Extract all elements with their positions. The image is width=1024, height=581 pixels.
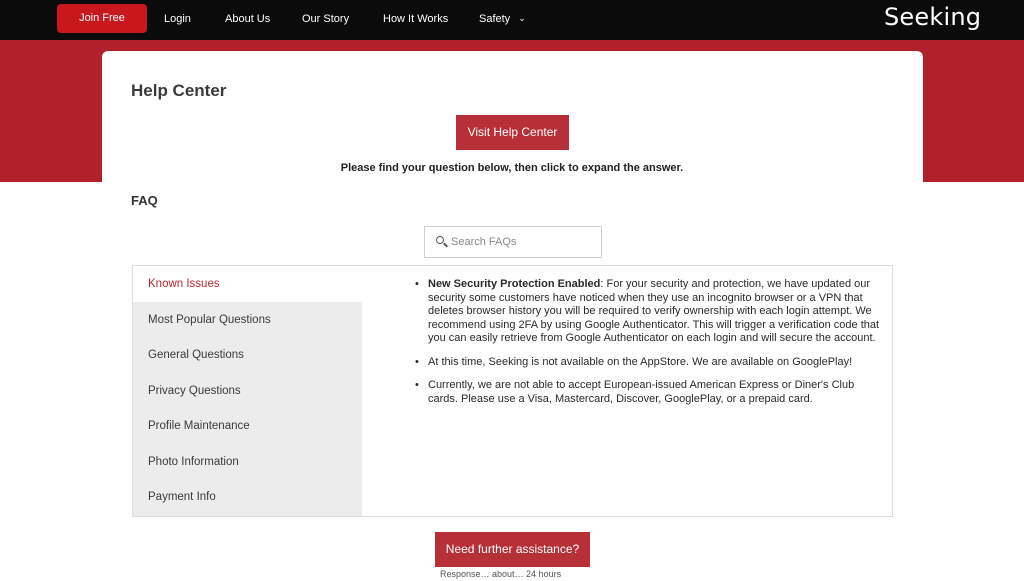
visit-help-center-button[interactable]: Visit Help Center xyxy=(456,115,569,150)
nav-link-safety-label: Safety xyxy=(479,13,511,25)
response-time-text: Response… about… 24 hours xyxy=(440,569,562,579)
faq-category-sidebar xyxy=(133,266,362,516)
need-further-assistance-button[interactable]: Need further assistance? xyxy=(435,532,590,567)
sidebar-item-general-questions[interactable]: General Questions xyxy=(148,349,244,361)
page-title: Help Center xyxy=(131,81,227,100)
join-free-button[interactable]: Join Free xyxy=(57,4,147,33)
sidebar-item-profile-maintenance[interactable]: Profile Maintenance xyxy=(148,420,250,432)
sidebar-item-payment-info[interactable]: Payment Info xyxy=(148,491,216,503)
nav-link-how-it-works[interactable]: How It Works xyxy=(383,13,449,25)
nav-link-safety[interactable] xyxy=(479,13,526,25)
answer-text: At this time, Seeking is not available on the AppStore. We are available on GooglePlay! xyxy=(428,355,853,368)
faq-panel xyxy=(132,265,893,517)
sidebar-item-photo-information[interactable]: Photo Information xyxy=(148,456,239,468)
nav-link-login[interactable]: Login xyxy=(164,13,191,25)
instructions-text: Please find your question below, then click to expand the answer. xyxy=(340,162,684,174)
sidebar-item-most-popular-questions[interactable]: Most Popular Questions xyxy=(148,314,271,326)
nav-link-about-us[interactable]: About Us xyxy=(225,13,271,25)
top-nav-bar xyxy=(0,0,1024,40)
seeking-logo[interactable]: Seeking xyxy=(884,3,982,31)
list-item xyxy=(415,356,885,370)
answer-text: Currently, we are not able to accept European-issued American Express or Diner's Club cards. Please use a Visa, Mastercard, Discover, GooglePlay, or a prepaid card. xyxy=(428,379,855,405)
faq-answer-list xyxy=(415,278,885,406)
sidebar-item-privacy-questions[interactable]: Privacy Questions xyxy=(148,385,241,397)
faq-search-box[interactable] xyxy=(424,226,602,258)
sidebar-item-known-issues[interactable]: Known Issues xyxy=(133,266,362,302)
search-input[interactable] xyxy=(451,227,599,257)
answer-title: New Security Protection Enabled xyxy=(428,278,601,290)
answer-text: : For your security and protection, we have updated our security some customers have noticed when they use an incognito browser or a VPN that deletes browser history you will be required to verify ownership with each login attempt. We recommend using 2FA by using Google Authenticator. This will trigger a verification code that you can easily retrieve from Google Authenticator on each login and will secure the account. xyxy=(428,278,880,344)
list-item xyxy=(415,379,885,406)
faq-heading: FAQ xyxy=(131,193,158,208)
chevron-down-icon: ⌄ xyxy=(518,13,526,23)
list-item xyxy=(415,278,885,346)
faq-answer-content xyxy=(415,278,885,416)
nav-link-our-story[interactable]: Our Story xyxy=(302,13,350,25)
search-icon xyxy=(436,236,446,246)
